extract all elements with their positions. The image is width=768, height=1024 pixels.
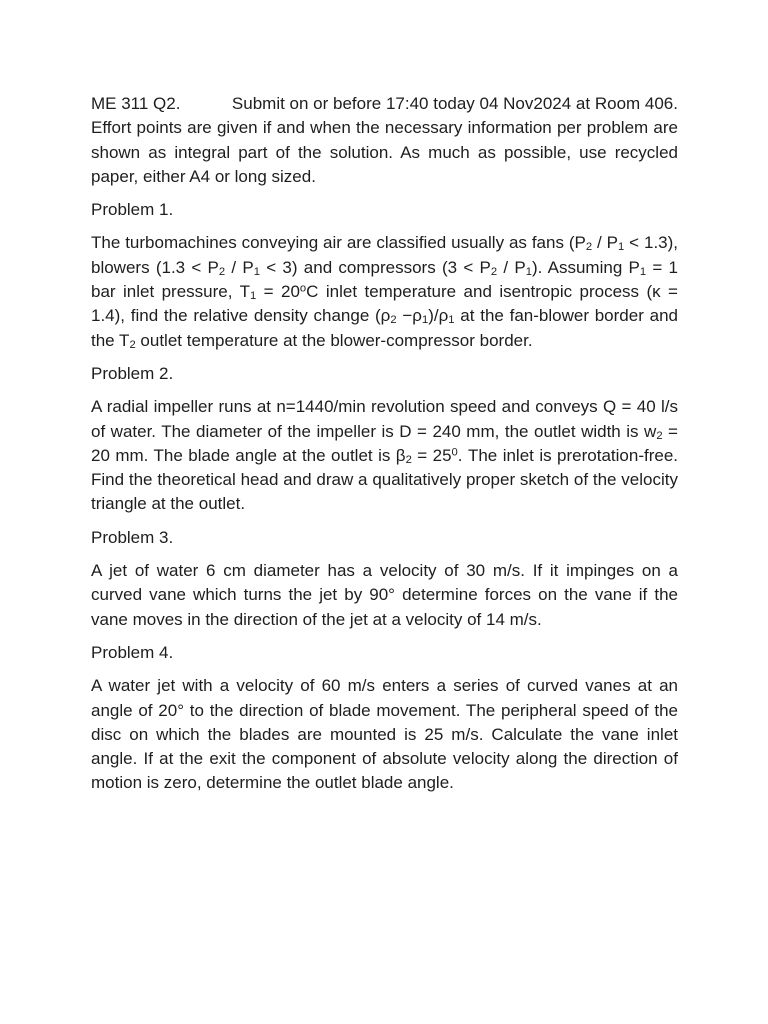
instructions-paragraph: Effort points are given if and when the necessary information per problem are shown as integral part of the solution. As much as possible, use recycled paper, either A4 or long sized. [91, 118, 678, 186]
course-code: ME 311 Q2. [91, 94, 181, 113]
problem-1-text: The turbomachines conveying air are classified usually as fans $(P_2 / P_1 < 1.3)$, blowers $(1.3 < P_2 / P_1 < 3)$ and compressors $(3 < P_2 / P_1)$. Assuming $P_1 = 1$ bar inlet pressure, $T_1 = 20^oC$ inlet temperature and isentropic process (κ = 1.4), find the relative density change $(\rho_2 -\rho_1)/\rho_1$ at the fan-blower border and the $T_2$ outlet temperature at the blower-compressor border. [91, 233, 679, 351]
problem-4-title: Problem 4. [91, 642, 174, 662]
header-line [91, 92, 678, 116]
document-body [91, 92, 678, 796]
problem-3-title: Problem 3. [91, 527, 174, 547]
problem-3-text: A jet of water 6 cm diameter has a velocity of 30 m/s. If it impinges on a curved vane which turns the jet by 90° determine forces on the vane if the vane moves in the direction of the jet at a velocity of 14 m/s. [91, 561, 678, 629]
problem-1-title: Problem 1. [91, 200, 174, 220]
submission-deadline: Submit on or before 17:40 today 04 Nov2024 at Room 406. [231, 94, 678, 113]
problem-4-text: A water jet with a velocity of 60 m/s enters a series of curved vanes at an angle of 20° to the direction of blade movement. The peripheral speed of the disc on which the blades are mounted is 25 m/s. Calculate the vane inlet angle. If at the exit the component of absolute velocity along the direction of motion is zero, determine the outlet blade angle. [91, 676, 678, 793]
problem-2-text: A radial impeller runs at n=1440/min revolution speed and conveys Q = 40 l/s of water. The diameter of the impeller is D = 240 mm, the outlet width is $w_2 = 20$ mm. The blade angle at the outlet is $\beta_2 = 25^0$. The inlet is prerotation-free. Find the theoretical head and draw a qualitatively proper sketch of the velocity triangle at the outlet. [91, 397, 678, 514]
problem-2-title: Problem 2. [91, 363, 174, 383]
